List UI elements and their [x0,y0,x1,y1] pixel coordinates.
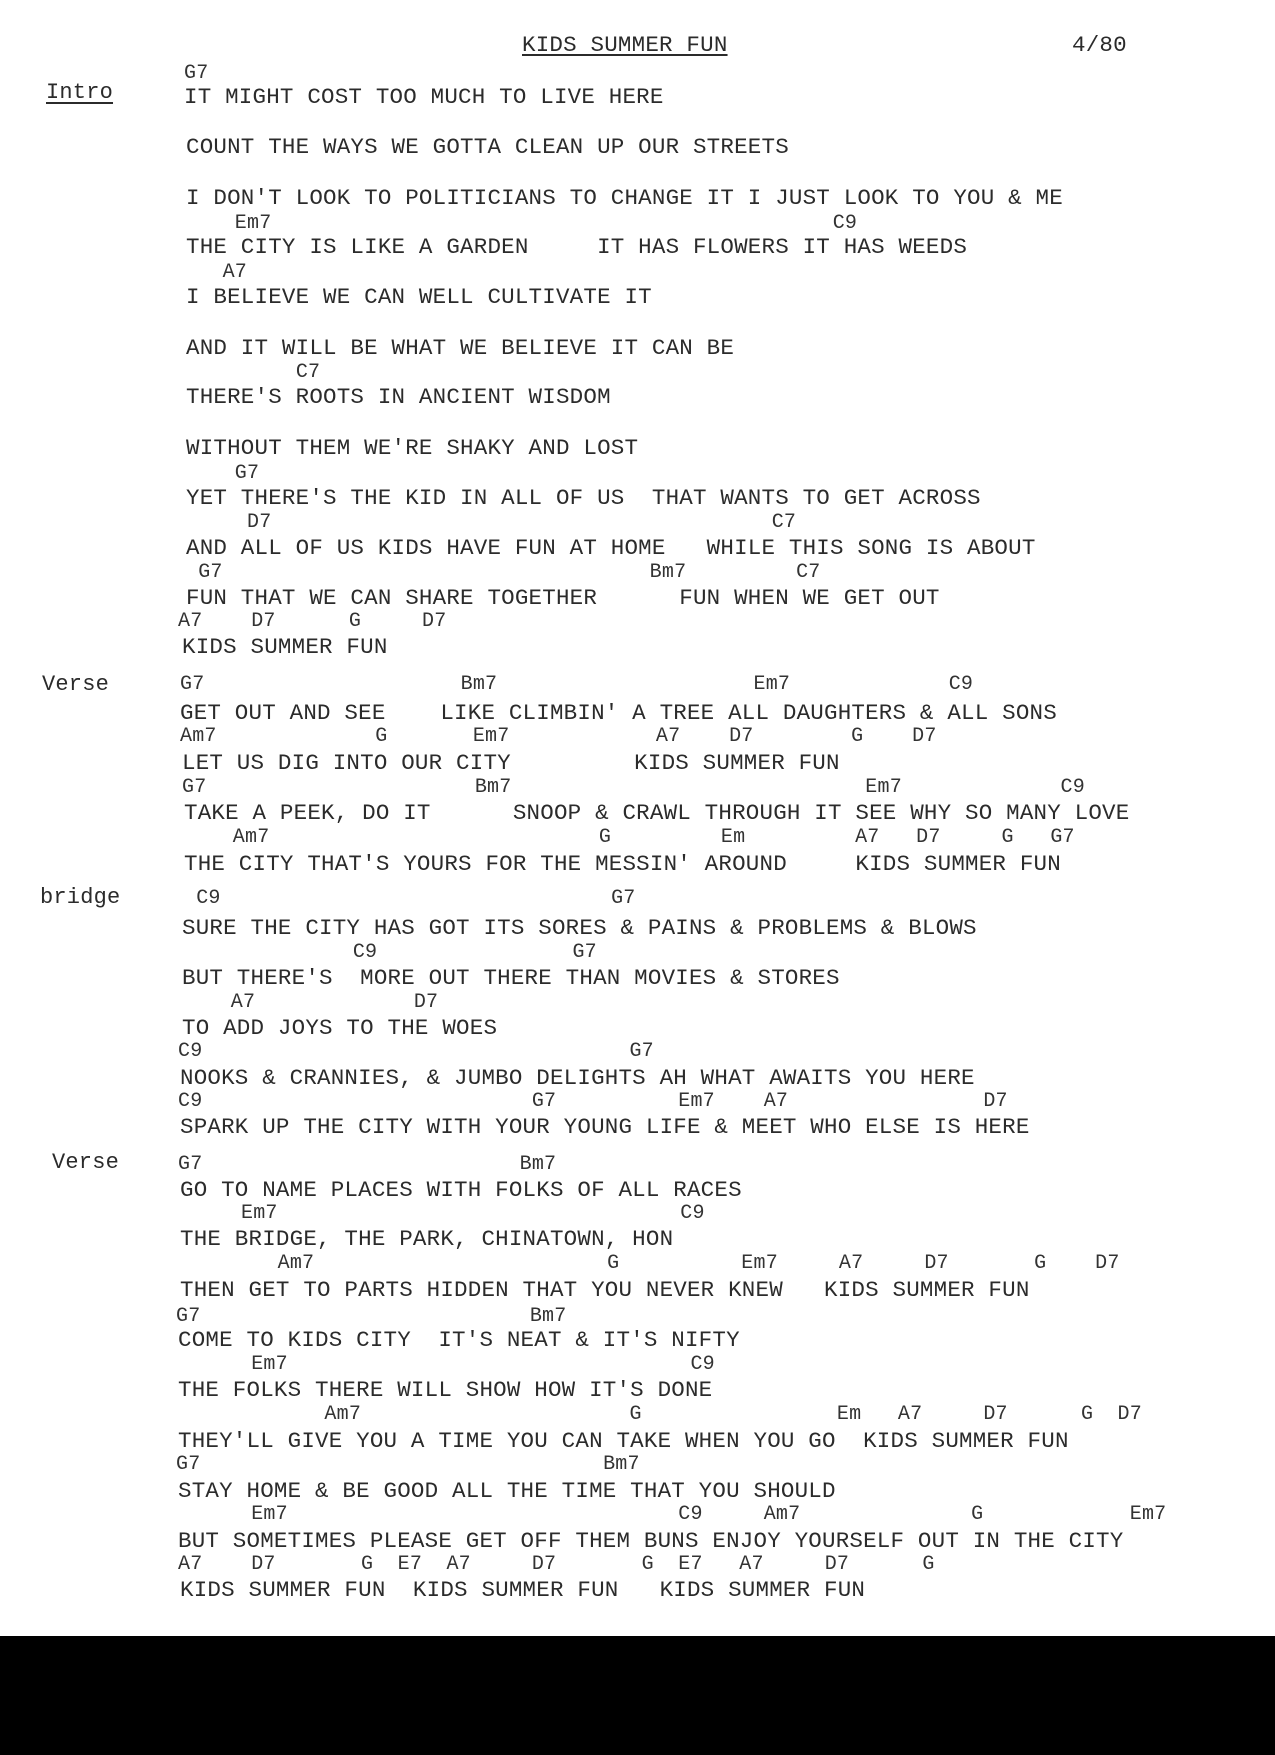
lyric-line: COME TO KIDS CITY IT'S NEAT & IT'S NIFTY [178,1327,740,1353]
lyric-line: YET THERE'S THE KID IN ALL OF US THAT WANTS TO GET ACROSS [186,485,981,511]
date-label: 4/80 [1072,32,1127,58]
lyric-line: IT MIGHT COST TOO MUCH TO LIVE HERE [184,84,664,110]
chord-line: A7 D7 G D7 [178,610,447,633]
chord-line: Am7 G Em A7 D7 G G7 [184,826,1075,849]
lyric-line: THE CITY THAT'S YOURS FOR THE MESSIN' AROUND KIDS SUMMER FUN [184,851,1061,877]
chord-line: G7 Bm7 [176,1453,640,1476]
lyric-line: I BELIEVE WE CAN WELL CULTIVATE IT [186,284,652,310]
chord-line: G7 Bm7 Em7 C9 [180,673,974,696]
chord-line: Am7 G Em7 A7 D7 G D7 [180,725,937,748]
chord-line: G7 Bm7 [178,1153,557,1176]
chord-line: G7 [186,462,260,485]
chord-line: A7 [186,261,248,284]
chord-line: G7 Bm7 Em7 C9 [182,776,1085,799]
chord-line: Em7 C9 [186,212,858,235]
lyric-line: THEY'LL GIVE YOU A TIME YOU CAN TAKE WHEN YOU GO KIDS SUMMER FUN [178,1428,1069,1454]
chord-line: G7 Bm7 [176,1305,567,1328]
chord-line: C9 G7 [184,887,636,910]
song-title: KIDS SUMMER FUN [522,32,728,58]
lyric-line: AND IT WILL BE WHAT WE BELIEVE IT CAN BE [186,335,735,361]
chord-line: C7 [186,361,321,384]
lyric-line: STAY HOME & BE GOOD ALL THE TIME THAT YOU SHOULD [178,1478,836,1504]
lyric-line: WITHOUT THEM WE'RE SHAKY AND LOST [186,435,639,461]
lyric-line: THE CITY IS LIKE A GARDEN IT HAS FLOWERS IT HAS WEEDS [186,234,968,260]
lyric-line: KIDS SUMMER FUN KIDS SUMMER FUN KIDS SUMMER FUN [180,1577,866,1603]
chord-line: Em7 C9 [178,1353,715,1376]
lyric-line: SURE THE CITY HAS GOT ITS SORES & PAINS & PROBLEMS & BLOWS [182,915,977,941]
lyric-line: I DON'T LOOK TO POLITICIANS TO CHANGE IT I JUST LOOK TO YOU & ME [186,185,1063,211]
chord-line: C9 G7 [178,1040,654,1063]
chord-line: G7 Bm7 C7 [186,561,821,584]
section-label-verse: Verse [52,1150,120,1175]
section-label-verse: Verse [42,672,110,697]
chord-line: A7 D7 G E7 A7 D7 G E7 A7 D7 G [178,1553,935,1576]
lyric-line: THERE'S ROOTS IN ANCIENT WISDOM [186,384,611,410]
lyric-line: SPARK UP THE CITY WITH YOUR YOUNG LIFE & MEET WHO ELSE IS HERE [180,1114,1030,1140]
chord-line: A7 D7 [182,991,439,1014]
lyric-line: KIDS SUMMER FUN [182,634,388,660]
lyric-line: THEN GET TO PARTS HIDDEN THAT YOU NEVER KNEW KIDS SUMMER FUN [180,1277,1030,1303]
lyric-line: TO ADD JOYS TO THE WOES [182,1015,498,1041]
chord-line: D7 C7 [186,511,797,534]
lyric-line: BUT THERE'S MORE OUT THERE THAN MOVIES & STORES [182,965,840,991]
chord-line: Em7 C9 Am7 G Em7 [178,1503,1167,1526]
chord-line: C9 G7 [182,941,597,964]
lyric-line: FUN THAT WE CAN SHARE TOGETHER FUN WHEN WE GET OUT [186,585,940,611]
lyric-line: TAKE A PEEK, DO IT SNOOP & CRAWL THROUGH IT SEE WHY SO MANY LOVE [184,800,1130,826]
lyric-line: AND ALL OF US KIDS HAVE FUN AT HOME WHILE THIS SONG IS ABOUT [186,535,1036,561]
section-label-intro: Intro [46,80,114,105]
lyric-line: LET US DIG INTO OUR CITY KIDS SUMMER FUN [182,750,840,776]
chord-line: C9 G7 Em7 A7 D7 [178,1090,1008,1113]
chord-line: Am7 G Em7 A7 D7 G D7 [180,1252,1120,1275]
chord-line: Em7 C9 [180,1202,705,1225]
chord-line: G7 [184,62,209,85]
section-label-bridge: bridge [40,885,121,910]
lyric-line: THE FOLKS THERE WILL SHOW HOW IT'S DONE [178,1377,713,1403]
lyric-line: NOOKS & CRANNIES, & JUMBO DELIGHTS AH WHAT AWAITS YOU HERE [180,1065,975,1091]
lyric-line: COUNT THE WAYS WE GOTTA CLEAN UP OUR STREETS [186,134,789,160]
lyric-line: GO TO NAME PLACES WITH FOLKS OF ALL RACES [180,1177,742,1203]
chord-line: Am7 G Em A7 D7 G D7 [178,1403,1142,1426]
lyric-line: BUT SOMETIMES PLEASE GET OFF THEM BUNS ENJOY YOURSELF OUT IN THE CITY [178,1528,1124,1554]
lyric-line: THE BRIDGE, THE PARK, CHINATOWN, HON [180,1226,674,1252]
lyric-line: GET OUT AND SEE LIKE CLIMBIN' A TREE ALL DAUGHTERS & ALL SONS [180,700,1057,726]
